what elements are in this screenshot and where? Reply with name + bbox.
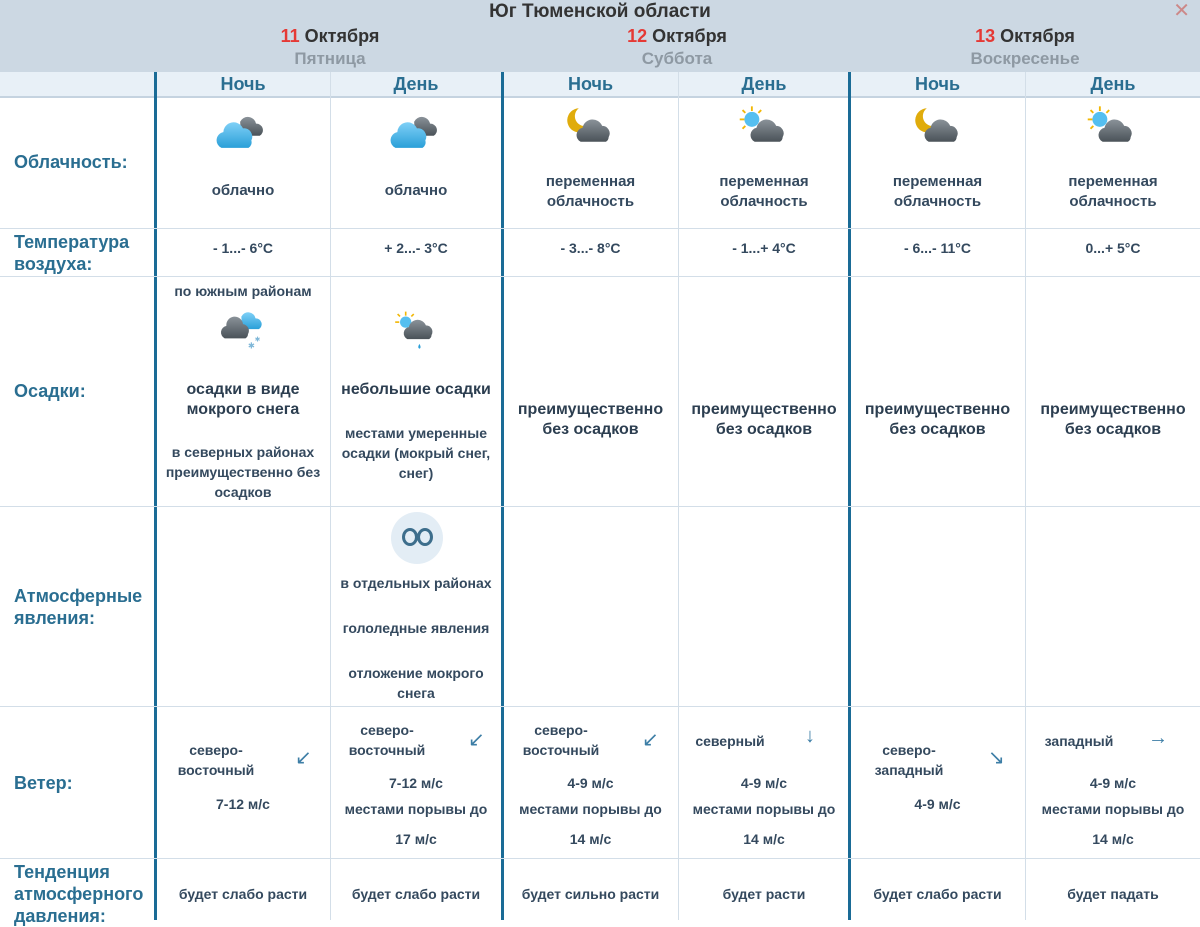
day-weekday: Воскресенье [970,49,1080,68]
wind-gust-label: местами порывы до [519,801,662,817]
atm-text: отложение мокрого снега [348,665,484,701]
row-label-clouds: Облачность: [14,152,128,172]
pressure-trend: будет падать [1067,886,1159,902]
temperature-value: + 2...- 3°С [384,240,448,256]
wind-gust-label: местами порывы до [692,801,836,817]
precip-region-note: по южным районам [174,283,312,299]
temperature-value: - 3...- 8°С [560,240,621,256]
snow-cloud-icon [218,308,268,352]
temperature-value: - 1...- 6°С [212,240,274,256]
day-month: Октября [304,26,380,46]
day-weekday: Суббота [641,49,713,68]
wind-gust: 14 м/с [569,831,612,847]
period-day: День [393,74,439,94]
wind-arrow-icon: → [1148,727,1168,749]
wind-arrow-icon: ↙ [468,729,485,751]
precip-main: преимущественно без осадков [517,401,664,438]
ice-phenomena-icon [391,512,443,564]
sun-cloud-icon [1084,104,1140,146]
close-icon[interactable]: ✕ [1173,0,1190,22]
svg-text:✱: ✱ [248,340,255,351]
wind-speed: 4-9 м/с [740,775,788,791]
wind-gust-label: местами порывы до [1041,801,1185,817]
moon-cloud-icon [910,104,966,146]
temperature-value: - 1...+ 4°С [732,240,796,256]
wind-direction: северо-восточный [177,742,255,778]
pressure-trend: будет расти [722,886,806,902]
wind-arrow-icon: ↙ [295,747,312,769]
temperature-value: - 6...- 11°С [903,240,972,256]
sun-cloud-icon [736,104,792,146]
wind-speed: 4-9 м/с [914,796,961,812]
precip-main: преимущественно без осадков [864,401,1011,438]
wind-direction: северо-западный [874,742,944,778]
period-day: День [741,74,787,94]
precip-main: небольшие осадки [341,381,491,398]
pressure-trend: будет слабо расти [351,886,481,902]
row-divider [0,506,1200,507]
wind-gust: 17 м/с [395,831,437,847]
wind-direction: северо-восточный [522,722,600,758]
day-month: Октября [652,26,727,46]
period-day: День [1090,74,1136,94]
day-header-2 [527,24,827,70]
cloud-text: облачно [384,182,448,199]
row-divider [0,228,1200,229]
precip-main: преимущественно без осадков [691,401,837,438]
row-label-temperature: Температура воздуха: [14,232,130,274]
precip-main: осадки в виде мокрого снега [186,381,300,418]
precip-note: местами умеренные осадки (мокрый снег, снег) [341,425,491,481]
cloud-text: переменная облачность [1068,173,1158,210]
temperature-value: 0...+ 5°С [1085,240,1141,256]
sun-rain-icon [392,310,442,352]
row-label-pressure: Тенденция атмосферного давления: [14,862,144,926]
day-number: 11 [280,26,300,46]
forecast-header [0,0,1200,72]
wind-gust: 14 м/с [743,831,785,847]
pressure-trend: будет сильно расти [521,886,660,902]
row-label-atmospheric: Атмосферные явления: [14,586,143,628]
day-number: 13 [975,26,996,46]
atm-text: в отдельных районах [340,575,492,591]
day-month: Октября [1000,26,1075,46]
cloud-text: переменная облачность [545,173,636,210]
row-label-precipitation: Осадки: [14,381,86,401]
row-divider [0,706,1200,707]
wind-arrow-icon: ↓ [805,725,815,747]
wind-direction: северный [695,733,765,749]
wind-direction: западный [1044,733,1114,749]
region-title: Юг Тюменской области [489,1,711,22]
wind-speed: 7-12 м/с [216,796,270,812]
period-night: Ночь [567,74,614,94]
row-divider [0,276,1200,277]
day-weekday: Пятница [294,49,366,68]
svg-text:✱: ✱ [254,336,261,344]
wind-speed: 4-9 м/с [1089,775,1137,791]
wind-speed: 7-12 м/с [389,775,443,791]
pressure-trend: будет слабо расти [873,886,1002,902]
period-header-row [0,72,1200,98]
cloud-icon [388,112,444,154]
precip-note: в северных районах преимущественно без осадков [165,444,321,500]
day-header-3 [875,24,1175,70]
precip-main: преимущественно без осадков [1040,401,1186,438]
wind-speed: 4-9 м/с [567,775,614,791]
moon-cloud-icon [562,104,618,146]
cloud-text: переменная облачность [719,173,809,210]
wind-gust: 14 м/с [1092,831,1134,847]
atm-text: гололедные явления [342,620,490,636]
cloud-icon [214,112,270,154]
cloud-text: переменная облачность [892,173,983,210]
day-number: 12 [627,26,648,46]
cloud-text: облачно [211,182,275,199]
row-label-wind: Ветер: [14,773,73,793]
pressure-trend: будет слабо расти [178,886,308,902]
wind-arrow-icon: ↘ [988,747,1005,769]
day-header-1 [180,24,480,70]
wind-gust-label: местами порывы до [344,801,488,817]
row-divider [0,858,1200,859]
wind-arrow-icon: ↙ [642,729,659,751]
period-night: Ночь [220,74,266,94]
wind-direction: северо-восточный [348,722,426,758]
period-night: Ночь [914,74,961,94]
